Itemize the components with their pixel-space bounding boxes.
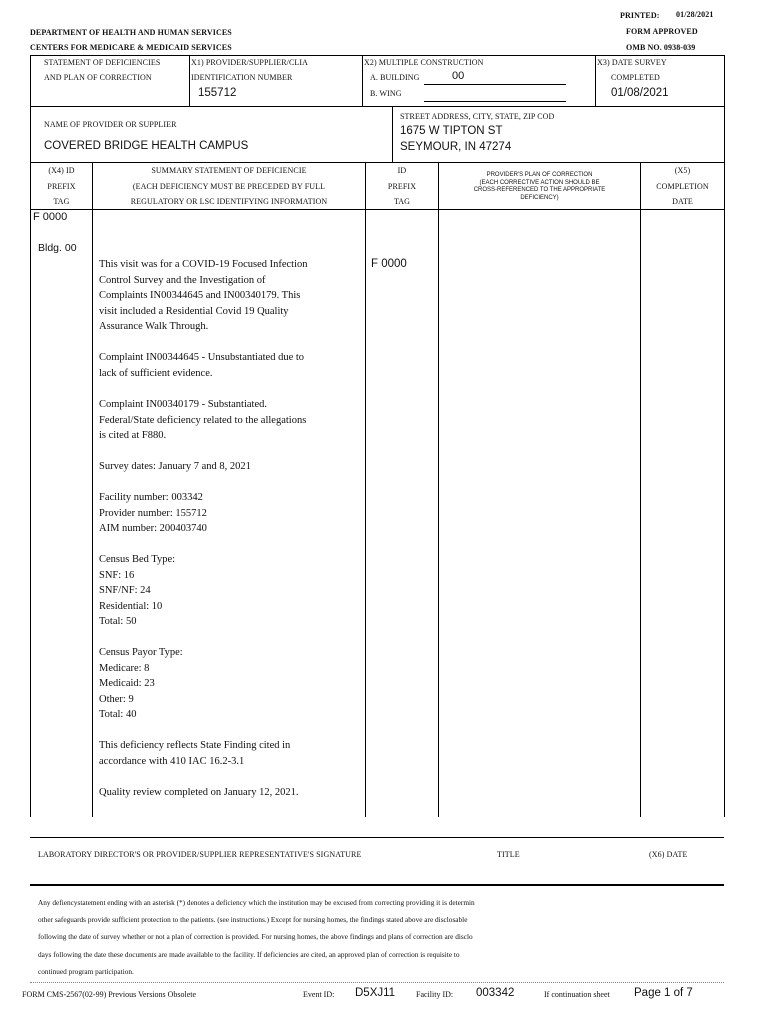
text-line: Complaints IN00344645 and IN00340179. This [99,290,301,302]
rule [365,162,366,817]
disclaimer-line: continued program participation. [38,966,134,976]
form-number: FORM CMS-2567(02-99) Previous Versions Obsolete [22,990,197,999]
text-line: Census Payor Type: [99,647,183,658]
statement-of-deficiencies-label: STATEMENT OF DEFICIENCIES [44,58,161,67]
rule [438,162,439,817]
rule [724,55,725,106]
centers-title: CENTERS FOR MEDICARE & MEDICAID SERVICES [30,43,232,52]
text-line: Residential: 10 [99,600,163,612]
rule [392,106,393,162]
text-line: Provider number: 155712 [99,507,207,519]
provider-id-label: X1) PROVIDER/SUPPLIER/CLIA [191,58,309,67]
rule [92,162,93,817]
rule [30,55,724,56]
text-line: Federal/State deficiency related to the allegations [99,414,307,426]
rule [724,106,725,162]
summary-instructions-1: (EACH DEFICIENCY MUST BE PRECEDED BY FULL [132,182,326,191]
building-label: A. BUILDING [370,73,420,82]
rule [30,106,31,162]
rule [640,162,641,817]
text-line: Total: 40 [99,709,137,721]
paragraph-census-payor-type [99,645,339,723]
identification-number-label: IDENTIFICATION NUMBER [191,73,293,82]
text-line: lack of sufficient evidence. [99,367,213,379]
x5-label: (X5) [674,166,691,175]
wing-label: B. WING [370,89,402,98]
paragraph-facility-numbers [99,490,339,537]
id-label: ID [397,166,407,175]
plan-line-2: (EACH CORRECTIVE ACTION SHOULD BE [479,179,600,186]
building-value: 00 [452,70,465,82]
disclaimer-line: Any defiencystatement ending with an asterisk (*) denotes a deficiency which the institution may be excused from correcting providing it is determin [38,898,475,907]
department-title: DEPARTMENT OF HEALTH AND HUMAN SERVICES [30,28,232,37]
footer-rule [30,982,724,983]
paragraph-complaint-unsubstantiated [99,350,339,381]
title-label: TITLE [497,850,520,859]
rule [30,162,31,817]
summary-instructions-2: REGULATORY OR LSC IDENTIFYING INFORMATION [130,197,328,206]
building-number: Bldg. 00 [38,242,77,254]
text-line: Control Survey and the Investigation of [99,274,266,286]
text-line: This visit was for a COVID-19 Focused Infection [99,259,308,270]
summary-statement-label: SUMMARY STATEMENT OF DEFICIENCIE [151,166,307,175]
address-city-state-zip: SEYMOUR, IN 47274 [400,141,512,153]
text-line: Facility number: 003342 [99,492,203,503]
plan-of-correction-header [439,172,640,202]
form-approved: FORM APPROVED [626,27,698,36]
paragraph-census-bed-type [99,552,339,630]
plan-of-correction-label: AND PLAN OF CORRECTION [44,73,152,82]
address-street: 1675 W TIPTON ST [400,125,503,137]
text-line: Complaint IN00340179 - Substantiated. [99,399,267,410]
text-line: Assurance Walk Through. [99,321,209,333]
text-line: Other: 9 [99,693,134,705]
rule [30,55,31,106]
rule [595,55,596,106]
disclaimer-line: other safeguards provide sufficient protection to the patients. (see instructions.) Except for nursing homes, the findings stated above are disclosable [38,915,468,925]
plan-line-4: DEFICIENCY) [520,194,559,201]
disclaimer-line: following the date of survey whether or not a plan of correction is provided. For nursing homes, the above findings and plans of correction are disclo [38,932,473,942]
facility-id-value: 003342 [476,987,515,999]
facility-id-label: Facility ID: [416,990,454,999]
x4-id-label: (X4) ID [48,166,75,175]
rule [30,209,724,210]
plan-line-1: PROVIDER'S PLAN OF CORRECTION [486,172,593,178]
page-number: Page 1 of 7 [634,987,693,999]
x4-tag-label: TAG [53,197,70,206]
signature-top-rule [30,837,724,838]
x4-prefix-label: PREFIX [47,182,76,191]
text-line: visit included a Residential Covid 19 Quality [99,305,289,317]
tag-label: TAG [393,197,411,206]
printed-date: 01/28/2021 [676,10,714,19]
paragraph-complaint-substantiated [99,397,339,444]
text-line: SNF: 16 [99,569,135,581]
tag-left: F 0000 [33,211,68,223]
text-line: Medicaid: 23 [99,678,155,690]
text-line: This deficiency reflects State Finding cited in [99,740,291,751]
text-line: Quality review completed on January 12, 2021. [99,787,299,798]
rule [189,55,190,106]
rule [362,55,363,106]
completed-label: COMPLETED [611,73,660,82]
plan-line-3: CROSS-REFERENCED TO THE APPROPRIATE [473,187,606,193]
date-label: DATE [672,197,693,206]
event-id-label: Event ID: [303,990,335,999]
tag-right: F 0000 [371,258,407,270]
wing-underline [424,101,566,102]
provider-id-value: 155712 [198,87,237,99]
omb-number: OMB NO. 0938-039 [626,43,696,52]
text-line: Census Bed Type: [99,554,176,565]
text-line: is cited at F880. [99,430,167,442]
survey-completed-date: 01/08/2021 [611,87,669,99]
disclaimer [38,894,728,980]
continuation-label: If continuation sheet [544,990,610,999]
text-line: Complaint IN00344645 - Unsubstantiated due to [99,352,305,363]
paragraph-quality-review [99,785,339,801]
prefix-label: PREFIX [387,182,417,191]
text-line: AIM number: 200403740 [99,523,207,535]
paragraph-state-finding [99,738,339,769]
text-line: accordance with 410 IAC 16.2-3.1 [99,755,245,767]
signature-label: LABORATORY DIRECTOR'S OR PROVIDER/SUPPLIER REPRESENTATIVE'S SIGNATURE [38,850,362,859]
event-id-value: D5XJ11 [355,987,396,999]
date-survey-label: X3) DATE SURVEY [597,58,667,67]
disclaimer-line: days following the date these documents are made available to the facility. If deficiencies are cited, an approved plan of correction is requisite to [38,949,460,959]
provider-name-label: NAME OF PROVIDER OR SUPPLIER [44,120,177,129]
building-underline [424,84,566,85]
completion-label: COMPLETION [656,182,709,191]
text-line: Survey dates: January 7 and 8, 2021 [99,461,251,472]
provider-name-value: COVERED BRIDGE HEALTH CAMPUS [44,140,249,152]
paragraph-visit-summary [99,257,339,335]
address-label: STREET ADDRESS, CITY, STATE, ZIP COD [400,112,555,121]
rule [30,162,724,163]
text-line: SNF/NF: 24 [99,585,151,597]
multiple-construction-label: X2) MULTIPLE CONSTRUCTION [364,58,484,67]
x6-date-label: (X6) DATE [649,850,688,859]
signature-bottom-rule [30,884,724,886]
paragraph-survey-dates [99,459,339,475]
text-line: Total: 50 [99,616,137,628]
text-line: Medicare: 8 [99,662,150,674]
printed-label: PRINTED: [620,11,660,20]
rule [30,106,724,107]
rule [724,162,725,817]
